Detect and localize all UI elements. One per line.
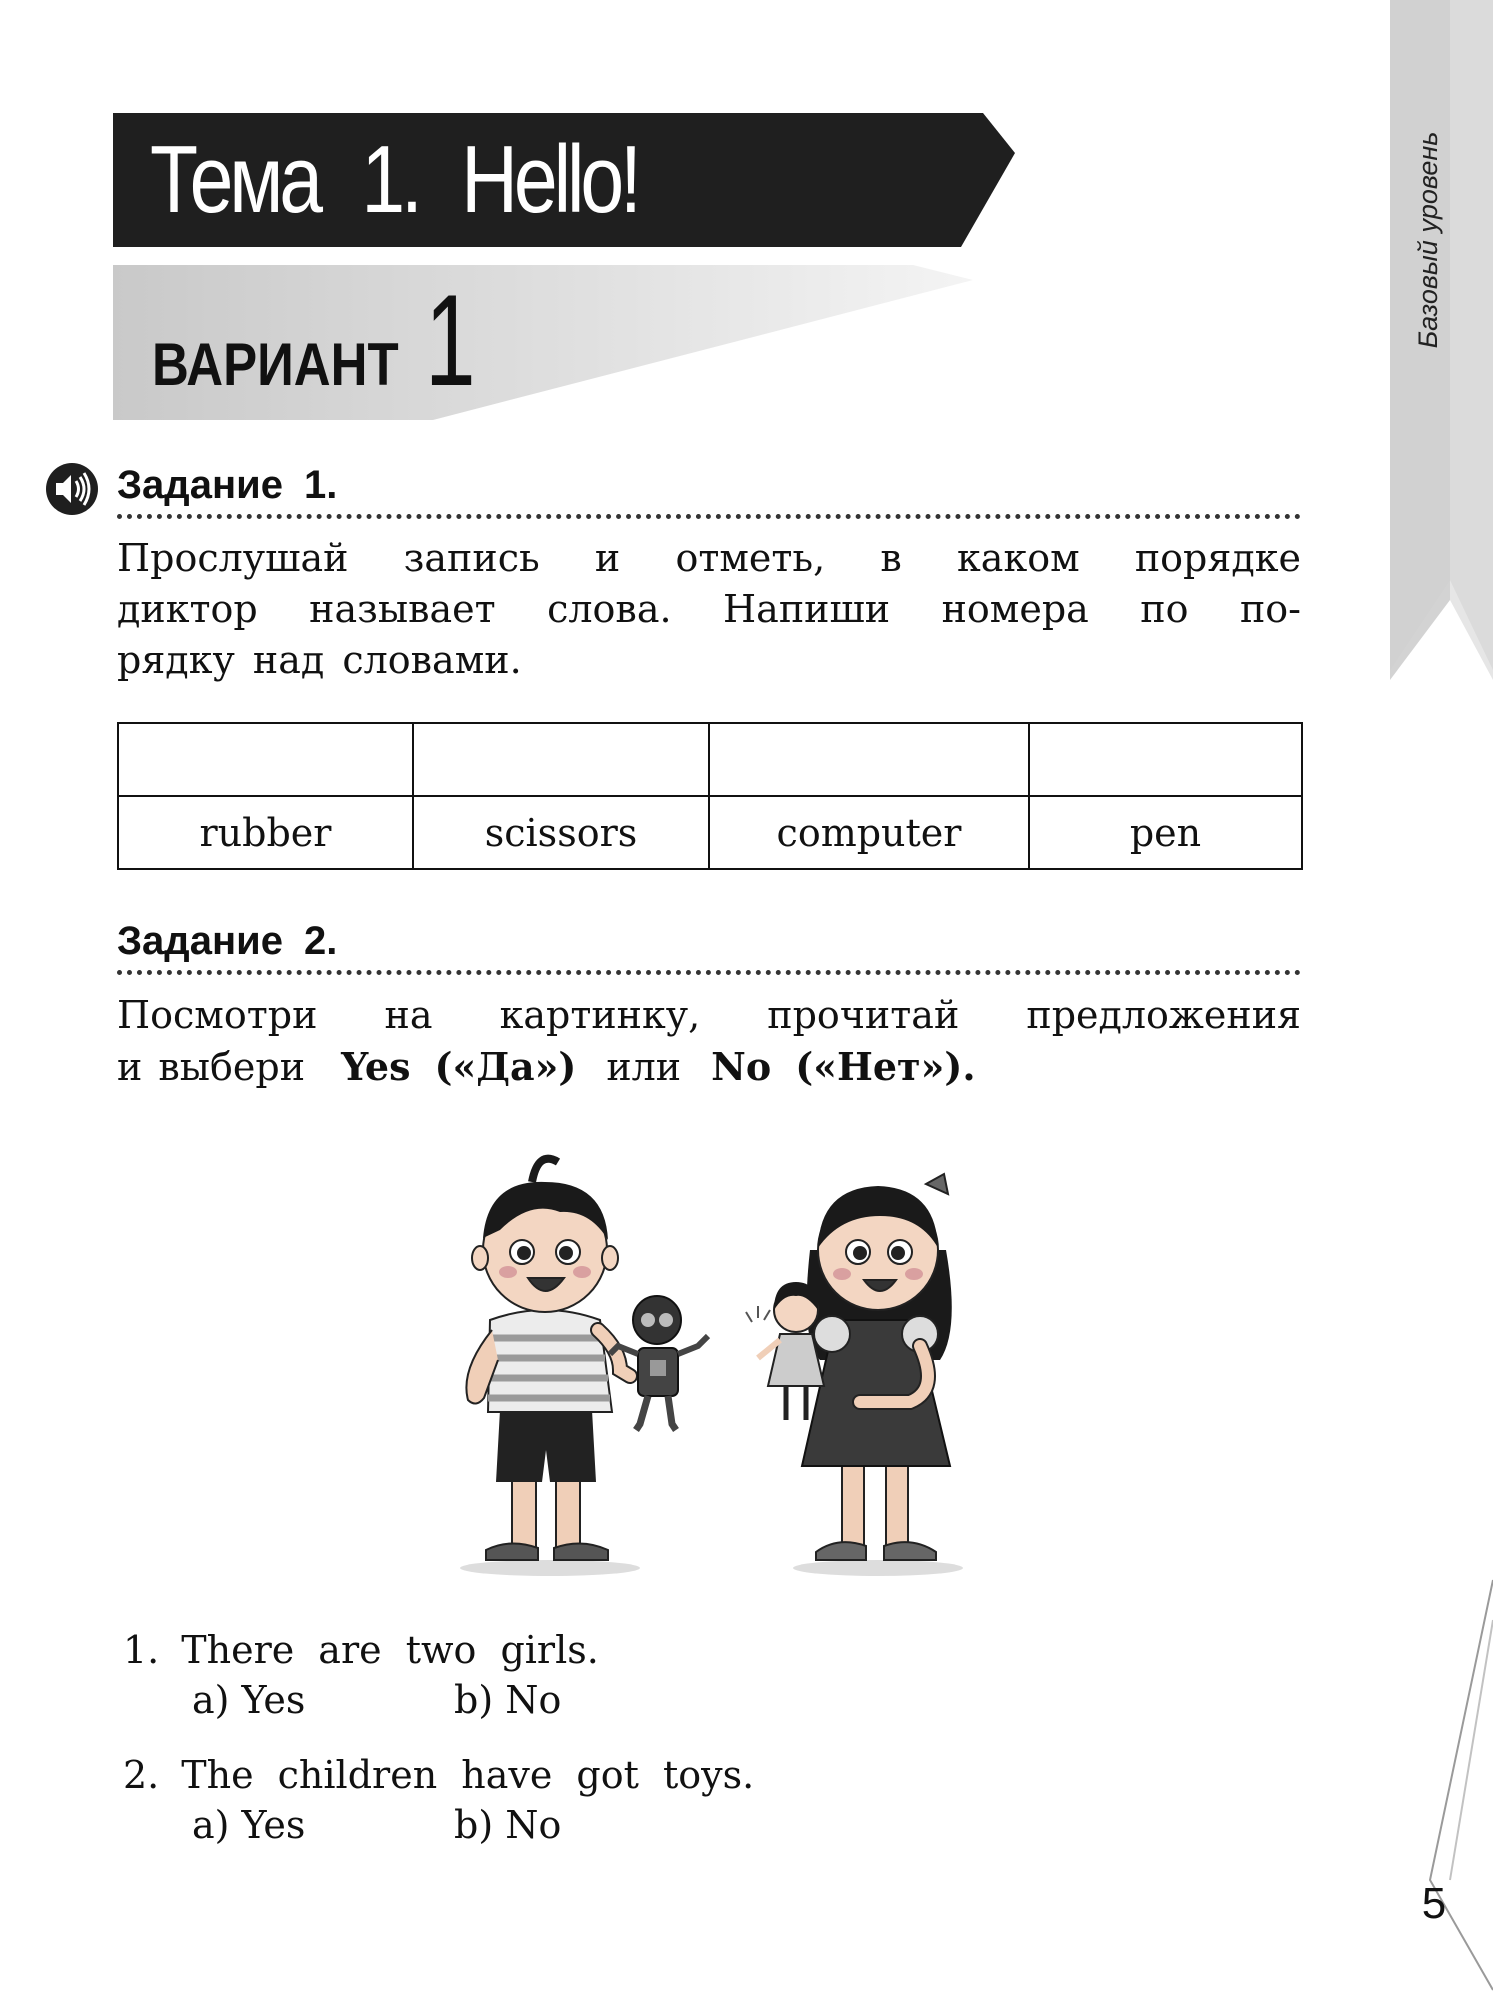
task1-instruction — [117, 533, 1301, 686]
answer-row — [118, 723, 1302, 796]
question-text: The children have got toys. — [181, 1753, 755, 1797]
no-word: No — [711, 1044, 772, 1089]
option-a[interactable]: a) Yes — [192, 1678, 306, 1722]
word-order-table — [117, 722, 1303, 870]
no-translation: («Нет»). — [795, 1044, 976, 1089]
answer-cell[interactable] — [118, 723, 413, 796]
word-cell: computer — [709, 796, 1029, 869]
word-cell: pen — [1029, 796, 1302, 869]
doll-toy — [746, 1282, 824, 1420]
word-cell: scissors — [413, 796, 709, 869]
boy-figure — [466, 1159, 630, 1560]
question-1 — [123, 1625, 599, 1725]
side-tab-label: Базовый уровень — [1413, 131, 1443, 349]
children-with-toys-illustration — [440, 1140, 980, 1580]
task1-instruction-line: диктор называет слова. Напиши номера по по- — [117, 587, 1301, 631]
answer-cell[interactable] — [1029, 723, 1302, 796]
theme-title: Тема 1. Hello! — [150, 126, 638, 233]
task1-heading: Задание 1. — [117, 463, 338, 507]
task1-divider — [117, 514, 1301, 519]
question-number: 2. — [123, 1753, 160, 1797]
instruction-text: и выбери — [117, 1045, 306, 1089]
word-cell: rubber — [118, 796, 413, 869]
yes-word: Yes — [341, 1044, 411, 1089]
task2-heading: Задание 2. — [117, 919, 338, 963]
question-text: There are two girls. — [181, 1628, 599, 1672]
variant-number: 1 — [425, 267, 476, 413]
answer-cell[interactable] — [709, 723, 1029, 796]
variant-label: ВАРИАНТ — [152, 331, 399, 398]
audio-speaker-icon[interactable] — [44, 461, 100, 517]
task2-divider — [117, 970, 1301, 975]
question-2 — [123, 1750, 754, 1850]
task2-instruction — [117, 990, 1301, 1093]
answer-cell[interactable] — [413, 723, 709, 796]
instruction-text: или — [606, 1045, 682, 1089]
girl-figure — [802, 1174, 952, 1560]
word-row — [118, 796, 1302, 869]
task1-instruction-line: рядку над словами. — [117, 638, 522, 682]
option-b[interactable]: b) No — [454, 1678, 562, 1722]
task2-instruction-line: Посмотри на картинку, прочитай предложения — [117, 993, 1301, 1037]
task1-instruction-line: Прослушай запись и отметь, в каком порядке — [117, 536, 1301, 580]
question-number: 1. — [123, 1628, 160, 1672]
page-number: 5 — [1421, 1879, 1447, 1928]
option-a[interactable]: a) Yes — [192, 1803, 306, 1847]
option-b[interactable]: b) No — [454, 1803, 562, 1847]
task2-instruction-line — [117, 1041, 1301, 1093]
yes-translation: («Да») — [434, 1044, 577, 1089]
